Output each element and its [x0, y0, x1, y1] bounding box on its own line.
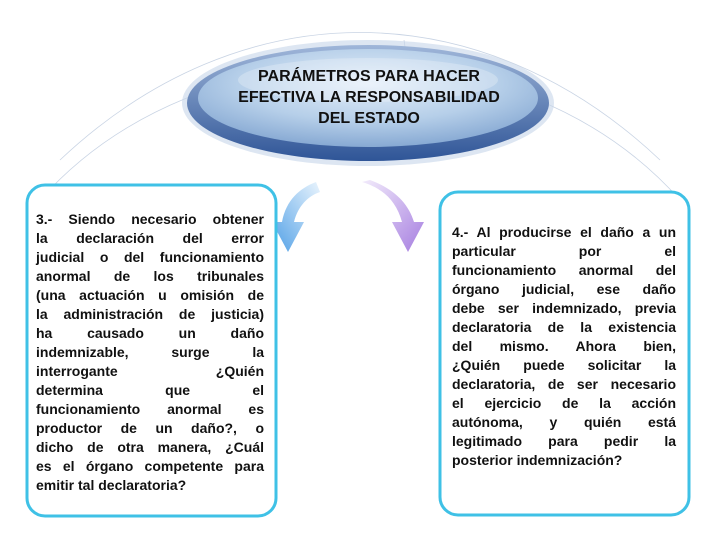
text-line: judicial o del funcionamiento: [36, 249, 264, 265]
text-line: el ejercicio de la acción: [452, 395, 676, 411]
title-line: DEL ESTADO: [318, 110, 420, 127]
text-line: emitir tal declaratoria?: [36, 477, 187, 493]
text-line: anormal de los tribunales: [36, 268, 264, 284]
text-line: es el órgano competente para: [36, 458, 264, 474]
text-line: declaratoria de la existencia: [452, 319, 676, 335]
text-line: la declaración del error: [36, 230, 264, 246]
text-line: órgano judicial, ese daño: [452, 281, 676, 297]
text-line: ¿Quién puede solicitar la: [452, 357, 676, 373]
text-line: autónoma, y quién está: [452, 414, 676, 430]
text-line: 3.- Siendo necesario obtener: [36, 211, 264, 227]
right-box-text: [452, 223, 676, 470]
text-line: determina que el: [36, 382, 264, 398]
text-line: declaratoria, de ser necesario: [452, 376, 676, 392]
text-line: dicho de otra manera, ¿Cuál: [36, 439, 264, 455]
text-line: debe ser indemnizado, previa: [452, 300, 676, 316]
left-curved-arrow: [272, 182, 320, 252]
text-line: interrogante ¿Quién: [36, 363, 264, 379]
text-line: funcionamiento anormal del: [452, 262, 676, 278]
text-line: particular por el: [452, 243, 676, 259]
text-line: del mismo. Ahora bien,: [452, 338, 676, 354]
text-line: la administración de justicia): [36, 306, 264, 322]
text-line: ha causado un daño: [36, 325, 264, 341]
right-curved-arrow: [362, 180, 424, 252]
text-line: legitimado para pedir la: [452, 433, 676, 449]
text-line: funcionamiento anormal es: [36, 401, 264, 417]
left-box-text: [36, 210, 264, 495]
text-line: (una actuación u omisión de: [36, 287, 264, 303]
title-line: EFECTIVA LA RESPONSABILIDAD: [238, 89, 500, 106]
text-line: posterior indemnización?: [452, 452, 623, 468]
title-line: PARÁMETROS PARA HACER: [258, 68, 480, 85]
diagram-title: [212, 66, 526, 129]
text-line: productor de un daño?, o: [36, 420, 264, 436]
text-line: 4.- Al producirse el daño a un: [452, 224, 676, 240]
text-line: indemnizable, surge la: [36, 344, 264, 360]
